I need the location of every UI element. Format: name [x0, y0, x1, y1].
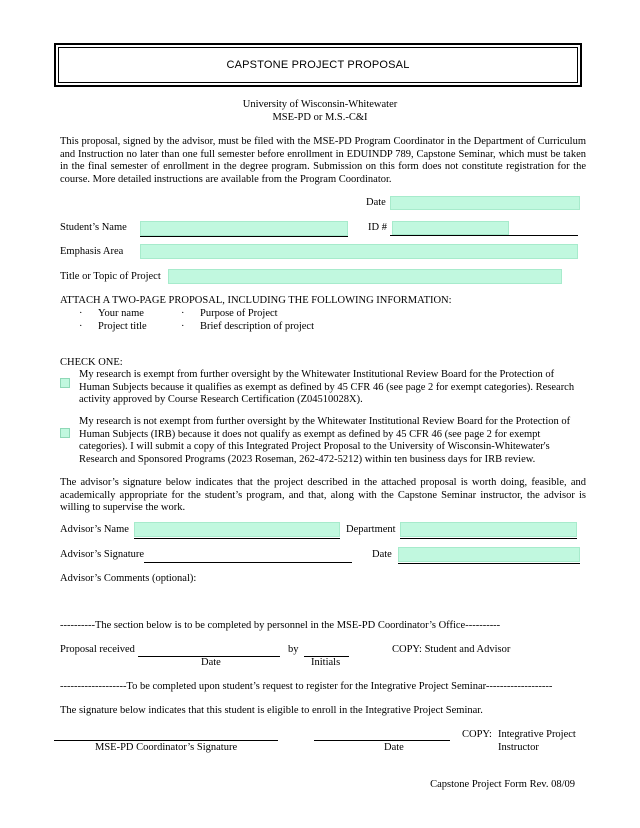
attach-item: Purpose of Project	[200, 308, 278, 319]
by-label: by	[288, 644, 299, 655]
emphasis-area-label: Emphasis Area	[60, 246, 124, 257]
not-exempt-checkbox[interactable]	[60, 428, 70, 438]
copy-student-advisor: COPY: Student and Advisor	[392, 644, 511, 655]
advisor-date-label: Date	[372, 549, 392, 560]
intro-paragraph: This proposal, signed by the advisor, must be filed with the MSE-PD Program Coordinator in the Department of Curriculum and Instruction no later than one full semester before enrollment in EDUINDP 789, Capstone Seminar, which must be taken in the final semester of enrollment in the degree program. Submission on this form does not constitute registration for the course. More detailed instructions are available from the Program Coordinator.	[60, 136, 586, 185]
advisor-date-input[interactable]	[398, 547, 580, 562]
bullet-icon: ·	[181, 308, 185, 319]
advisor-name-input[interactable]	[134, 522, 340, 537]
form-revision-footer: Capstone Project Form Rev. 08/09	[430, 779, 575, 790]
project-title-input[interactable]	[168, 269, 562, 284]
seminar-section-divider: -------------------To be completed upon student’s request to register for the Integrative Project Seminar-------------------	[60, 681, 553, 692]
id-label: ID #	[368, 222, 387, 233]
received-date-caption: Date	[201, 657, 221, 668]
exempt-option-text: My research is exempt from further oversight by the Whitewater Institutional Review Board for the Protection of Human Subjects because it qualifies as exempt as defined by 45 CFR 46 (see page 2 for exempt categories). Research activity approved by Course Research Certification (Z04510028X).	[79, 369, 575, 406]
university-name: University of Wisconsin-Whitewater	[242, 99, 398, 110]
form-title-box	[54, 43, 582, 87]
coordinator-signature-line[interactable]	[54, 740, 278, 741]
student-name-label: Student’s Name	[60, 222, 127, 233]
advisor-name-line	[134, 538, 340, 539]
advisor-date-line	[398, 563, 580, 564]
program-name: MSE-PD or M.S.-C&I	[272, 112, 368, 123]
id-line	[390, 235, 578, 236]
exempt-checkbox[interactable]	[60, 378, 70, 388]
bullet-icon: ·	[181, 321, 185, 332]
bullet-icon: ·	[79, 308, 83, 319]
coordinator-date-line[interactable]	[314, 740, 450, 741]
advisor-signature-label: Advisor’s Signature	[60, 549, 145, 560]
form-title: CAPSTONE PROJECT PROPOSAL	[58, 47, 578, 83]
copy-label: COPY:	[462, 729, 492, 740]
advisor-signature-line[interactable]	[144, 562, 352, 563]
department-label: Department	[346, 524, 396, 535]
copy-integrative-instructor: Integrative Project Instructor	[498, 729, 576, 753]
student-name-input[interactable]	[140, 221, 348, 236]
department-line	[400, 538, 577, 539]
student-name-line	[140, 236, 348, 237]
not-exempt-option-text: My research is not exempt from further oversight by the Whitewater Institutional Review Board for the Protection of Human Subjects (IRB) because it does not qualify as exempt as defined by 45 CFR 46 (see page 2 for exempt categories). I will submit a copy of this Integrated Project Proposal to the University of Wisconsin-Whitewater's Research and Sponsored Programs (2023 Roseman, 262-472-5212) within ten business days for IRB review.	[79, 416, 571, 465]
bullet-icon: ·	[79, 321, 83, 332]
id-input[interactable]	[392, 221, 509, 235]
initials-caption: Initials	[311, 657, 341, 668]
advisor-name-label: Advisor’s Name	[60, 524, 129, 535]
emphasis-area-input[interactable]	[140, 244, 578, 259]
department-input[interactable]	[400, 522, 577, 537]
attach-item: Your name	[98, 308, 144, 319]
date-label: Date	[366, 197, 386, 208]
project-title-label: Title or Topic of Project	[60, 271, 161, 282]
office-section-divider: ----------The section below is to be completed by personnel in the MSE-PD Coordinator’s Office----------	[60, 620, 501, 631]
coordinator-date-caption: Date	[384, 742, 404, 753]
eligibility-statement: The signature below indicates that this student is eligible to enroll in the Integrative Project Seminar.	[60, 705, 483, 716]
date-input[interactable]	[390, 196, 580, 210]
advisor-statement: The advisor’s signature below indicates that the project described in the attached proposal is worth doing, feasible, and academically appropriate for the student’s program, and that, along with the Capstone Seminar instructor, the advisor is willing to supervise the work.	[60, 477, 586, 514]
attach-item: Project title	[98, 321, 147, 332]
advisor-comments-label: Advisor’s Comments (optional):	[60, 573, 197, 584]
attach-item: Brief description of project	[200, 321, 315, 332]
proposal-received-label: Proposal received	[60, 644, 135, 655]
check-one-heading: CHECK ONE:	[60, 357, 123, 368]
coordinator-signature-caption: MSE-PD Coordinator’s Signature	[95, 742, 238, 753]
attach-heading: ATTACH A TWO-PAGE PROPOSAL, INCLUDING THE FOLLOWING INFORMATION:	[60, 295, 452, 306]
